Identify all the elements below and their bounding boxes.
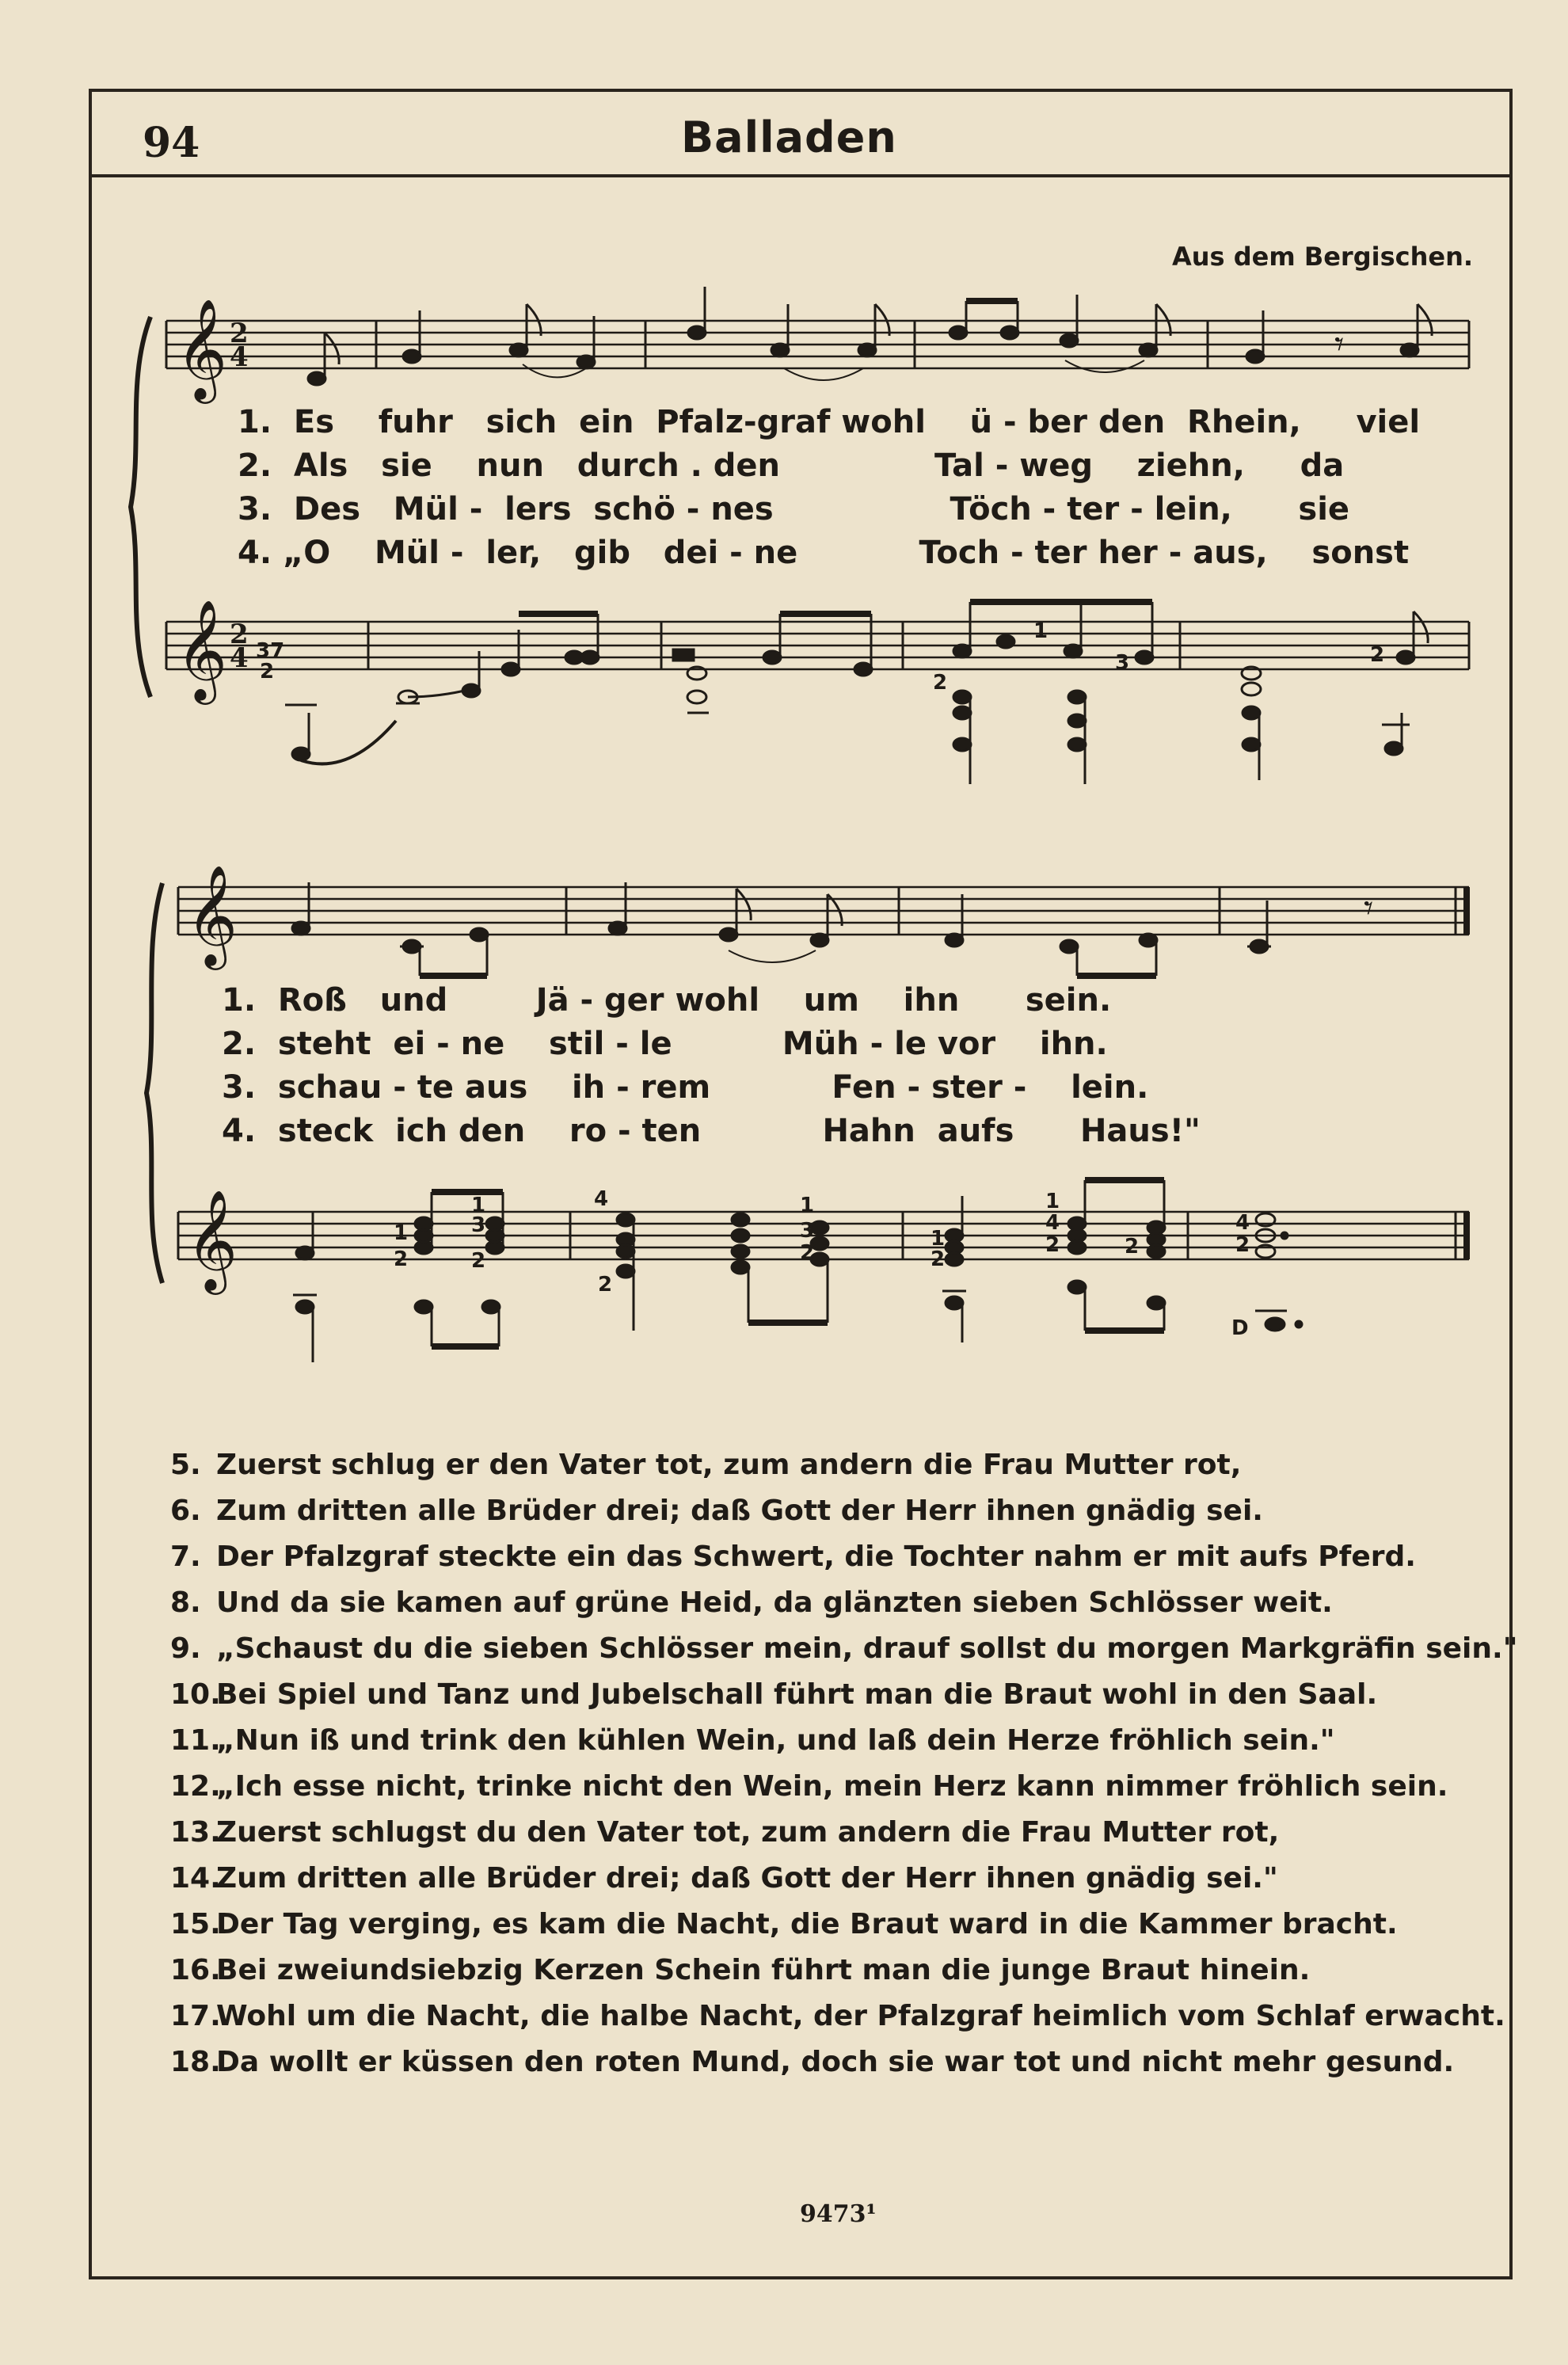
system2-brace	[147, 883, 162, 1283]
system1-voice-notes	[308, 287, 1432, 385]
verse-text: „Ich esse nicht, trinke nicht den Wein, mein Herz kann nimmer fröhlich sein.	[216, 1769, 1448, 1803]
svg-text:37: 37	[256, 639, 285, 663]
footer-print-code: 9473¹	[800, 2200, 877, 2228]
lyric-line-1-verse-4: 4. „O Mül - ler, gib dei - ne Toch - ter her - aus, sonst	[238, 535, 1410, 571]
verse-9	[170, 1625, 1518, 1671]
svg-text:2: 2	[800, 1241, 815, 1265]
svg-text:4: 4	[594, 1187, 609, 1211]
svg-text:2: 2	[1045, 1233, 1060, 1257]
system2-voice-staff	[178, 887, 1469, 935]
verse-text: Zum dritten alle Brüder drei; daß Gott der Herr ihnen gnädig sei.	[216, 1494, 1263, 1527]
svg-text:1: 1	[1045, 1190, 1060, 1213]
verse-number: 6.	[170, 1494, 201, 1527]
verse-number: 8.	[170, 1586, 201, 1619]
system2-voice-notes	[292, 882, 1373, 976]
time-signature-bottom: 4	[230, 341, 249, 373]
svg-text:4: 4	[1235, 1211, 1250, 1235]
piano-time-signature-bottom: 4	[230, 642, 249, 674]
svg-text:2: 2	[1235, 1233, 1250, 1257]
verse-13	[170, 1809, 1477, 1855]
lyric-line-1-verse-2: 2. Als sie nun durch . den Tal - weg ziehn, da	[238, 447, 1345, 484]
svg-text:2: 2	[1370, 643, 1385, 667]
verse-number: 17.	[170, 1999, 221, 2032]
svg-text:2: 2	[1125, 1235, 1140, 1259]
system2-treble-clef-icon: 𝄞	[186, 864, 238, 965]
verse-number: 14.	[170, 1861, 221, 1895]
verse-text: Da wollt er küssen den roten Mund, doch sie war tot und nicht mehr gesund.	[216, 2045, 1455, 2078]
system2-piano-treble-clef-icon: 𝄞	[186, 1189, 238, 1290]
lyric-line-2-verse-4: 4. steck ich den ro - ten Hahn aufs Haus!"	[222, 1113, 1201, 1149]
verse-6	[170, 1487, 1477, 1533]
svg-text:2: 2	[260, 660, 275, 684]
verse-number: 13.	[170, 1815, 221, 1849]
verse-5	[170, 1441, 1477, 1487]
svg-text:1: 1	[471, 1194, 486, 1217]
treble-clef-icon: 𝄞	[176, 298, 228, 399]
verse-14	[170, 1855, 1477, 1901]
origin-note: Aus dem Bergischen.	[1171, 242, 1473, 272]
svg-text:2: 2	[933, 671, 948, 695]
verse-17	[170, 1993, 1505, 2039]
svg-text:D: D	[1231, 1316, 1249, 1340]
verse-number: 15.	[170, 1907, 221, 1940]
verse-12	[170, 1763, 1477, 1809]
lyric-line-2-verse-1: 1. Roß und Jä - ger wohl um ihn sein.	[222, 982, 1112, 1019]
verse-list	[170, 1441, 1518, 2085]
verse-15	[170, 1901, 1477, 1947]
svg-text:2: 2	[931, 1247, 946, 1271]
piano-treble-clef-icon: 𝄞	[176, 599, 228, 700]
svg-text:3: 3	[471, 1213, 486, 1237]
verse-text: Zuerst schlugst du den Vater tot, zum andern die Frau Mutter rot,	[216, 1815, 1280, 1849]
svg-text:2: 2	[394, 1247, 409, 1271]
verse-text: Der Tag verging, es kam die Nacht, die Braut ward in die Kammer bracht.	[216, 1907, 1398, 1940]
svg-text:3: 3	[1115, 651, 1130, 675]
verse-text: „Nun iß und trink den kühlen Wein, und laß dein Herze fröhlich sein."	[216, 1723, 1335, 1757]
system1-piano-notes	[285, 602, 1428, 784]
verse-text: Zum dritten alle Brüder drei; daß Gott der Herr ihnen gnädig sei."	[216, 1861, 1278, 1895]
verse-text: Zuerst schlug er den Vater tot, zum andern die Frau Mutter rot,	[216, 1448, 1242, 1481]
verse-text: Der Pfalzgraf steckte ein das Schwert, die Tochter nahm er mit aufs Pferd.	[216, 1540, 1416, 1573]
verse-text: Bei Spiel und Tanz und Jubelschall führt man die Braut wohl in den Saal.	[216, 1678, 1378, 1711]
verse-number: 12.	[170, 1769, 221, 1803]
eighth-rest-icon: 𝄾	[1334, 322, 1345, 365]
piano-time-signature-top: 2	[230, 619, 249, 650]
verse-10	[170, 1671, 1477, 1717]
svg-text:1: 1	[1033, 619, 1049, 643]
system1-piano-staff	[166, 622, 1469, 669]
verse-11	[170, 1717, 1477, 1763]
verse-number: 7.	[170, 1540, 201, 1573]
verse-text: „Schaust du die sieben Schlösser mein, drauf sollst du morgen Markgräfin sein."	[216, 1632, 1518, 1665]
system1-brace	[131, 317, 150, 697]
svg-text:1: 1	[394, 1221, 409, 1245]
verse-text: Bei zweiundsiebzig Kerzen Schein führt man die junge Braut hinein.	[216, 1953, 1311, 1986]
verse-16	[170, 1947, 1477, 1993]
svg-text:4: 4	[1045, 1211, 1060, 1235]
svg-text:1: 1	[931, 1227, 946, 1251]
verse-number: 11.	[170, 1723, 221, 1757]
time-signature-top: 2	[230, 318, 249, 349]
system1-voice-staff	[166, 321, 1469, 368]
page-number: 94	[143, 119, 200, 167]
verse-number: 16.	[170, 1953, 221, 1986]
system2-piano-notes	[293, 1180, 1302, 1362]
lyric-line-2-verse-2: 2. steht ei - ne stil - le Müh - le vor ihn.	[222, 1026, 1108, 1062]
svg-text:2: 2	[598, 1273, 613, 1297]
svg-text:3: 3	[800, 1219, 815, 1243]
verse-number: 9.	[170, 1632, 201, 1665]
verse-7	[170, 1533, 1477, 1579]
verse-number: 18.	[170, 2045, 221, 2078]
verse-number: 5.	[170, 1448, 201, 1481]
verse-text: Wohl um die Nacht, die halbe Nacht, der Pfalzgraf heimlich vom Schlaf erwacht.	[216, 1999, 1505, 2032]
system2-eighth-rest-icon: 𝄾	[1364, 886, 1374, 929]
svg-text:2: 2	[471, 1249, 486, 1273]
verse-number: 10.	[170, 1678, 221, 1711]
lyric-line-2-verse-3: 3. schau - te aus ih - rem Fen - ster - lein.	[222, 1069, 1149, 1106]
verse-text: Und da sie kamen auf grüne Heid, da glänzten sieben Schlösser weit.	[216, 1586, 1333, 1619]
lyric-line-1-verse-3: 3. Des Mül - lers schö - nes Töch - ter - lein, sie	[238, 491, 1350, 527]
verse-8	[170, 1579, 1477, 1625]
running-head-title: Balladen	[681, 112, 897, 162]
svg-text:1: 1	[800, 1194, 815, 1217]
verse-18	[170, 2039, 1477, 2085]
lyric-line-1-verse-1: 1. Es fuhr sich ein Pfalz-graf wohl ü - ber den Rhein, viel	[238, 404, 1421, 440]
